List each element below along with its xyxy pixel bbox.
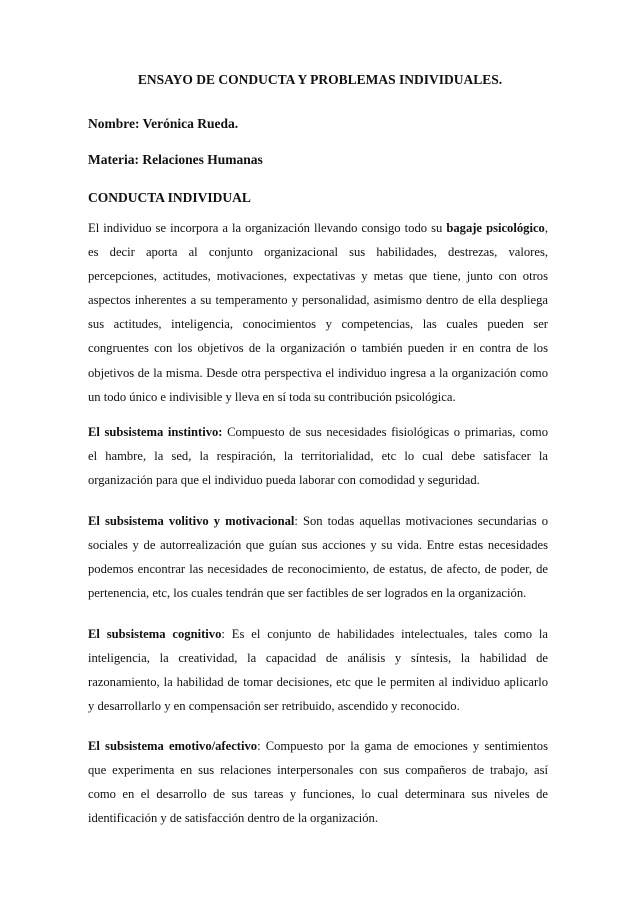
paragraph-emotive-subsystem	[88, 734, 548, 830]
paragraph-line: razonamiento, la habilidad de tomar decisiones, etc que le permiten al individuo aplicarlo	[88, 675, 548, 690]
bold-term: El subsistema volitivo y motivacional	[88, 514, 295, 528]
paragraph-line	[88, 622, 548, 646]
bold-term: El subsistema instintivo:	[88, 425, 223, 439]
paragraph-line: un todo único e indivisible y lleva en sí toda su contribución psicológica.	[88, 389, 456, 404]
paragraph-line: pertenencia, etc, los cuales tendrán que ser factibles de ser logrados en la organización.	[88, 586, 527, 601]
paragraph-line: que experimenta en sus relaciones interpersonales con sus compañeros de trabajo, así	[88, 763, 548, 778]
paragraph-cognitive-subsystem	[88, 622, 548, 718]
document-title: ENSAYO DE CONDUCTA Y PROBLEMAS INDIVIDUALES.	[137, 72, 503, 87]
paragraph-text: El individuo se incorpora a la organización llevando consigo todo su	[88, 221, 447, 235]
paragraph-line: y desarrollarlo y en compensación ser retribuido, ascendido y reconocido.	[88, 699, 460, 714]
paragraph-line	[88, 509, 548, 533]
paragraph-line: el hambre, la sed, la respiración, la territorialidad, etc lo cual debe satisfacer la	[88, 449, 548, 464]
paragraph-text: : Son todas aquellas motivaciones secundarias o	[294, 514, 548, 528]
paragraph-line: aspectos inherentes a su temperamento y personalidad, asimismo dentro de ella despliega	[88, 293, 548, 308]
paragraph-line	[88, 734, 548, 758]
bold-term: El subsistema cognitivo	[88, 627, 222, 641]
paragraph-individual-conduct	[88, 216, 548, 409]
paragraph-line: como en el desarrollo de sus tareas y funciones, lo cual determinara sus niveles de	[88, 787, 548, 802]
paragraph-line: organización para que el individuo pueda laborar con comodidad y seguridad.	[88, 473, 480, 488]
paragraph-line: objetivos de la misma. Desde otra perspectiva el individuo ingresa a la organización como	[88, 365, 548, 380]
paragraph-instinctive-subsystem	[88, 420, 548, 492]
subject-name: Materia: Relaciones Humanas	[88, 152, 263, 167]
paragraph-line: identificación y de satisfacción dentro de la organización.	[88, 811, 379, 826]
paragraph-line: congruentes con los objetivos de la organización o también pueden ir en contra de los	[88, 341, 548, 356]
paragraph-line: podemos encontrar las necesidades de reconocimiento, de estatus, de afecto, de poder, de	[88, 562, 548, 577]
paragraph-line	[88, 216, 548, 240]
paragraph-text: Compuesto de sus necesidades fisiológicas o primarias, como	[222, 425, 548, 439]
paragraph-text: ,	[544, 221, 548, 235]
author-name: Nombre: Verónica Rueda.	[88, 116, 239, 131]
bold-term: El subsistema emotivo/afectivo	[88, 739, 258, 753]
paragraph-line: sus actitudes, inteligencia, conocimientos y competencias, las cuales pueden ser	[88, 317, 548, 332]
section-heading: CONDUCTA INDIVIDUAL	[88, 190, 251, 205]
paragraph-text: : Compuesto por la gama de emociones y sentimientos	[257, 739, 548, 753]
paragraph-volitive-subsystem	[88, 509, 548, 605]
paragraph-line: es decir aporta al conjunto organizacional sus habilidades, destrezas, valores,	[88, 245, 548, 260]
paragraph-line: inteligencia, la creatividad, la capacidad de análisis y síntesis, la habilidad de	[88, 651, 548, 666]
paragraph-line	[88, 420, 548, 444]
paragraph-line: sociales y de autorrealización que guían sus acciones y su vida. Entre estas necesidades	[88, 538, 548, 553]
bold-term: bagaje psicológico	[446, 221, 545, 235]
paragraph-text: : Es el conjunto de habilidades intelectuales, tales como la	[221, 627, 548, 641]
paragraph-line: percepciones, actitudes, motivaciones, expectativas y metas que tiene, junto con otros	[88, 269, 548, 284]
